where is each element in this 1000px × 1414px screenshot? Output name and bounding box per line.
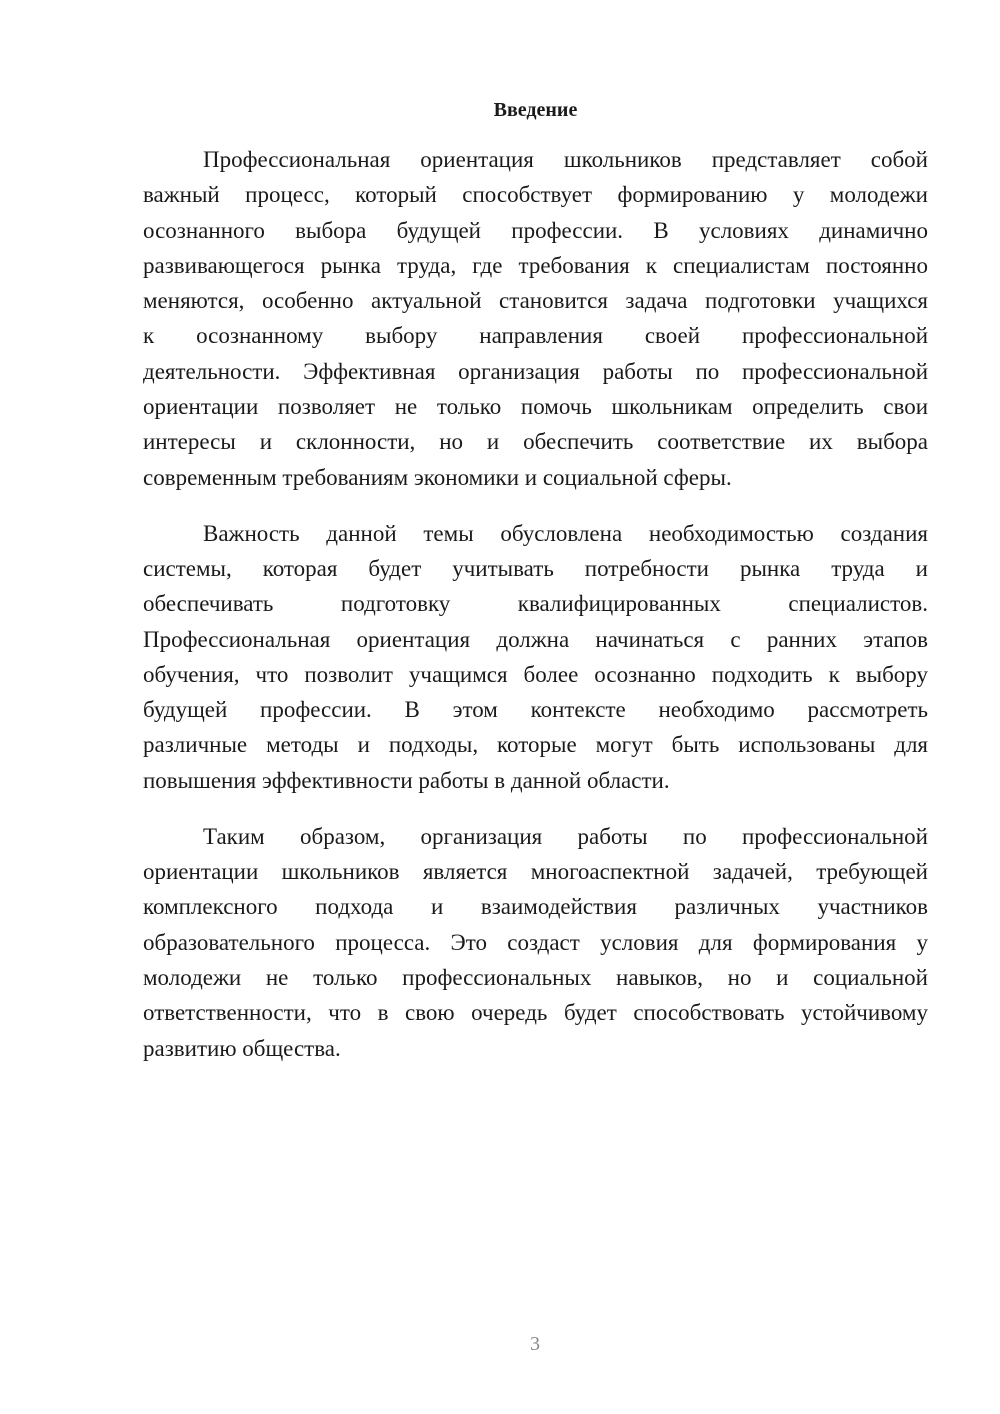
text-line: образовательного процесса. Это создаст условия для формирования у	[143, 929, 928, 955]
text-line: Таким образом, организация работы по профессиональной	[203, 823, 928, 849]
text-line: Профессиональная ориентация школьников представляет собой	[203, 147, 928, 172]
text-line: будущей профессии. В этом контексте необходимо рассмотреть	[143, 697, 928, 723]
text-line: комплексного подхода и взаимодействия различных участников	[143, 894, 928, 920]
paragraph	[143, 819, 928, 1066]
text-line: деятельности. Эффективная организация работы по профессиональной	[143, 358, 928, 384]
text-line: ориентации позволяет не только помочь школьникам определить свои	[143, 394, 928, 420]
text-line: повышения эффективности работы в данной области.	[143, 767, 670, 793]
text-line: различные методы и подходы, которые могут быть использованы для	[143, 732, 928, 758]
text-line: важный процесс, который способствует формированию у молодежи	[143, 182, 928, 208]
text-line: Профессиональная ориентация должна начинаться с ранних этапов	[143, 626, 928, 652]
text-line: современным требованиям экономики и социальной сферы.	[143, 464, 732, 490]
text-line: осознанного выбора будущей профессии. В условиях динамично	[143, 217, 928, 243]
text-line: молодежи не только профессиональных навыков, но и социальной	[143, 964, 928, 990]
text-line: к осознанному выбору направления своей профессиональной	[143, 323, 928, 349]
text-line: обучения, что позволит учащимся более осознанно подходить к выбору	[143, 661, 928, 687]
text-line: ориентации школьников является многоаспектной задачей, требующей	[143, 859, 928, 885]
text-line: развивающегося рынка труда, где требования к специалистам постоянно	[143, 252, 928, 278]
text-line: Важность данной темы обусловлена необходимостью создания	[203, 520, 928, 546]
section-heading: Введение	[493, 99, 578, 121]
document-page	[143, 92, 928, 1086]
text-line: системы, которая будет учитывать потребности рынка труда и	[143, 555, 928, 581]
paragraph	[143, 142, 928, 495]
text-line: меняются, особенно актуальной становится задача подготовки учащихся	[143, 288, 928, 314]
text-line: развитию общества.	[143, 1035, 341, 1061]
body-text	[143, 142, 928, 1066]
text-line: интересы и склонности, но и обеспечить соответствие их выбора	[143, 429, 928, 455]
text-line: ответственности, что в свою очередь будет способствовать устойчивому	[143, 1000, 928, 1026]
page-number: 3	[530, 1333, 540, 1355]
paragraph	[143, 516, 928, 798]
text-line: обеспечивать подготовку квалифицированных специалистов.	[143, 591, 928, 617]
